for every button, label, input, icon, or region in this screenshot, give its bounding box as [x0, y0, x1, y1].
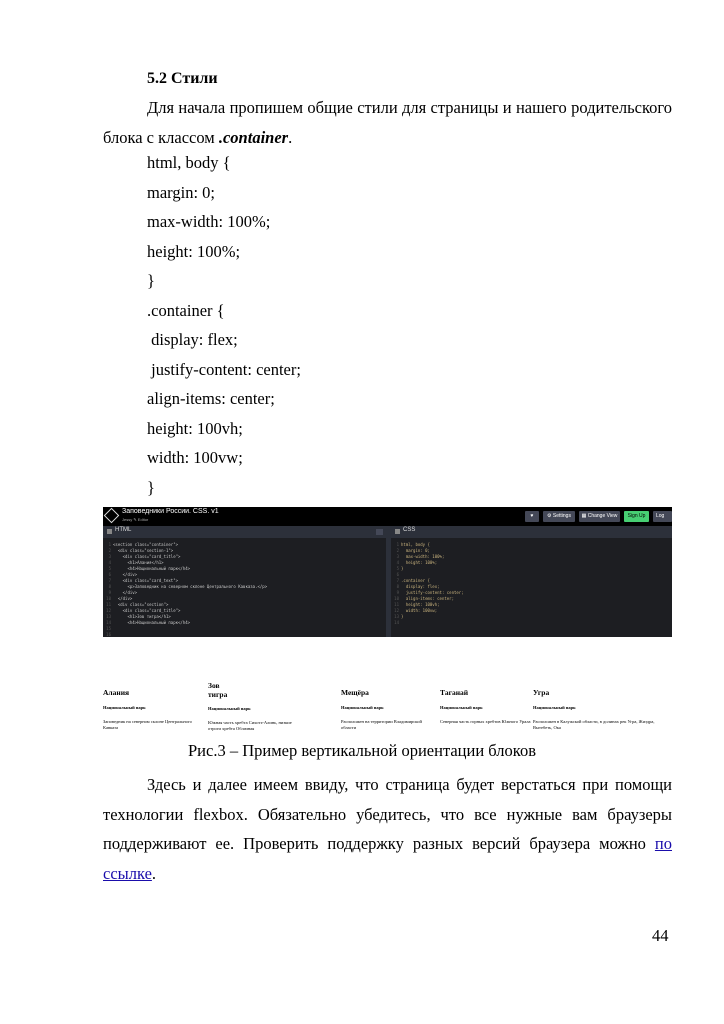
- intro-text: Для начала пропишем общие стили для страницы и нашего родительского блока с классом: [103, 98, 672, 147]
- code-line: justify-content: center;: [147, 359, 301, 379]
- html-pane[interactable]: [103, 526, 386, 637]
- log-in-button[interactable]: Log: [653, 511, 672, 522]
- settings-button[interactable]: ⚙ Settings: [543, 511, 575, 522]
- figure-caption: Рис.3 – Пример вертикальной ориентации блоков: [188, 741, 536, 760]
- pen-author: Jessy ✎ Editor: [122, 517, 149, 522]
- change-view-button[interactable]: ▦ Change View: [579, 511, 620, 522]
- pen-title: Заповедники России. CSS. v1: [122, 508, 219, 515]
- result-column: [533, 688, 672, 730]
- code-line: .container {: [147, 300, 225, 320]
- code-line: height: 100vh;: [147, 418, 243, 438]
- column-description: Заповедник на северном склоне Центрального Кавказа: [103, 719, 192, 730]
- editor-header: [103, 507, 672, 526]
- codepen-logo-icon: [104, 508, 120, 524]
- page-number: 44: [652, 926, 669, 945]
- intro-paragraph: [103, 93, 672, 152]
- column-title: Зов тигра: [208, 681, 228, 699]
- column-title: Таганай: [440, 688, 469, 697]
- code-line: html, body {: [147, 153, 231, 172]
- gear-icon[interactable]: [107, 529, 112, 534]
- outro-period: .: [151, 863, 157, 883]
- gear-icon[interactable]: [395, 529, 400, 534]
- column-title: Алания: [103, 688, 130, 697]
- code-line: margin: 0;: [147, 182, 215, 202]
- column-description: Южная часть хребта Сихотэ-Алинь, низкие отроги хребта Облачная: [208, 720, 292, 731]
- css-pane-header: [391, 526, 672, 538]
- column-subtitle: Национальный парк: [440, 705, 483, 710]
- css-code[interactable]: html, body { margin: 0; max-width: 100%; height: 100%; } .container { display: flex; justify-content: center; align-items: center; height: 100vh; width: 100vw; }: [401, 542, 464, 619]
- code-line: }: [147, 477, 155, 497]
- column-title: Мещёра: [341, 688, 369, 697]
- browser-support-link[interactable]: по ссылке: [103, 834, 672, 883]
- code-line: height: 100%;: [147, 241, 241, 261]
- heart-button[interactable]: ♥: [525, 511, 539, 522]
- codepen-editor-screenshot: [103, 507, 672, 637]
- column-subtitle: Национальный парк: [341, 705, 384, 710]
- column-subtitle: Национальный парк: [103, 705, 146, 710]
- column-title: Угра: [533, 688, 550, 697]
- column-subtitle: Национальный парк: [533, 705, 576, 710]
- css-line-numbers: 1 2 3 4 5 6 7 8 9 10 11 12 13 14: [394, 542, 399, 625]
- column-description: Расположен в Калужской области, в долинах рек Угра, Жиздра, Вытебеть, Ока: [533, 719, 655, 730]
- column-description: Расположен на территории Владимирской области: [341, 719, 422, 730]
- html-line-numbers: 1 2 3 4 5 6 7 8 9 10 11 12 13 14 15 16: [106, 542, 111, 637]
- code-line: display: flex;: [147, 330, 238, 349]
- html-code[interactable]: <section class="container"> <div class="section-1"> <div class="card_title"> <h1>Алания</h1> <h4>Национальный парк</h4> </div> <div class="card_text"> <p>Заповедник на северном склоне Центрального Кавказа.</p> </div> </div> <div class="section"> <div class="card_title"> <h1>Зов тигра</h1> <h4>Национальный парк</h4>: [113, 542, 268, 625]
- result-column: [440, 688, 535, 725]
- column-description: Северная часть горных хребтов Южного Урала: [440, 719, 531, 724]
- sign-up-button[interactable]: Sign Up: [624, 511, 649, 522]
- html-pane-header: [103, 526, 386, 538]
- code-line: align-items: center;: [147, 389, 275, 408]
- css-pane-label: CSS: [403, 527, 416, 533]
- intro-period: .: [288, 127, 293, 147]
- result-preview: [103, 681, 672, 729]
- css-pane[interactable]: [391, 526, 672, 637]
- result-column: [208, 681, 303, 731]
- outro-text: Здесь и далее имеем ввиду, что страница будет верстаться при помощи технологии flexbox. Обязательно убедитесь, что все нужные вам браузеры поддерживают ее. Проверить поддержку разных версий браузера можно: [103, 775, 672, 853]
- section-heading: 5.2 Стили: [147, 70, 218, 87]
- code-line: max-width: 100%;: [147, 212, 271, 231]
- outro-paragraph: [103, 770, 672, 888]
- html-pane-label: HTML: [115, 527, 132, 533]
- code-line: width: 100vw;: [147, 448, 243, 467]
- result-column: [103, 688, 198, 730]
- column-subtitle: Национальный парк: [208, 706, 251, 711]
- container-class-name: .container: [218, 127, 289, 147]
- code-line: }: [147, 271, 155, 290]
- result-column: [341, 688, 436, 730]
- chevron-down-icon[interactable]: [376, 529, 383, 535]
